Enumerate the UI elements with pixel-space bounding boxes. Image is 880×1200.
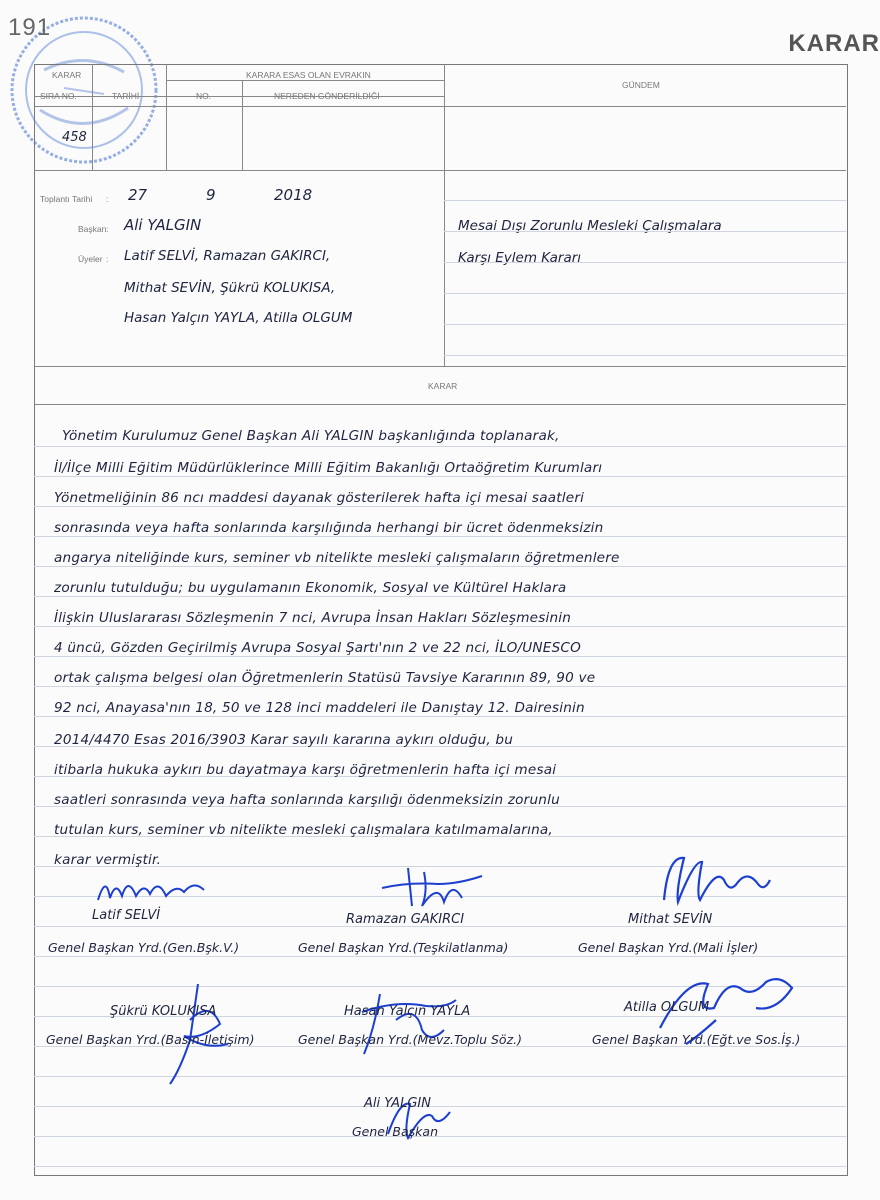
ruled-line [34,1166,846,1167]
uyeler-label: Üyeler [78,254,103,264]
meeting-month: 9 [206,186,216,204]
karar-line: itibarla hukuka aykırı bu dayatmaya karşı öğretmenlerin hafta içi mesai [54,762,557,778]
karar-line: İlişkin Uluslararası Sözleşmenin 7 nci, Avrupa İnsan Hakları Sözleşmesinin [54,610,572,626]
column-divider [166,64,167,170]
sira-no-label: SIRA NO. [40,91,77,101]
karar-line: 2014/4470 Esas 2016/3903 Karar sayılı kararına aykırı olduğu, bu [54,732,514,748]
ruled-line [444,200,846,201]
meeting-year: 2018 [274,186,313,204]
ruled-line [444,324,846,325]
ruled-line [34,686,846,687]
header-divider [34,96,444,97]
karar-line: tutulan kurs, seminer vb nitelikte mesleki çalışmalara katılmamalarına, [54,822,553,838]
signature-title: Genel Başkan [352,1124,439,1139]
karar-label: KARAR [52,70,82,80]
signature-title: Genel Başkan Yrd.(Eğt.ve Sos.İş.) [592,1032,801,1047]
page-number: 191 [8,14,52,41]
entry-top-line [34,170,846,171]
signature-ramazan-icon [378,862,488,912]
signature-name: Ramazan GAKIRCI [346,912,465,927]
no-label: NO. [196,91,212,101]
ruled-line [34,656,846,657]
baskan-label: Başkan [78,224,107,234]
gundem-line-1: Mesai Dışı Zorunlu Mesleki Çalışmalara [458,218,722,234]
signature-name: Ali YALGIN [364,1096,431,1111]
signature-latif-icon [92,870,212,910]
karar-section-label: KARAR [428,381,458,391]
karar-header-line [34,404,846,405]
ruled-line [34,716,846,717]
column-divider [92,64,93,170]
signature-name: Hasan Yalçın YAYLA [344,1004,471,1019]
karar-line: Yönetim Kurulumuz Genel Başkan Ali YALGIN başkanlığında toplanarak, [62,428,560,444]
ruled-line [34,596,846,597]
signature-title: Genel Başkan Yrd.(Teşkilatlanma) [298,940,509,955]
signature-title: Genel Başkan Yrd.(Mali İşler) [578,940,759,955]
karar-line: 4 üncü, Gözden Geçirilmiş Avrupa Sosyal Şartı'nın 2 ve 22 nci, İLO/UNESCO [54,640,582,656]
evrak-label: KARARA ESAS OLAN EVRAKIN [246,70,371,80]
tarihi-label: TARİHİ [112,91,140,101]
ruled-line [34,956,846,957]
ruled-line [444,231,846,232]
colon-separator: : [106,254,109,264]
signature-name: Latif SELVİ [92,908,161,923]
signature-title: Genel Başkan Yrd.(Mevz.Toplu Söz.) [298,1032,522,1047]
meeting-day: 27 [128,186,148,204]
baskan-value: Ali YALGIN [124,216,202,234]
ruled-line [34,566,846,567]
header-subdivider [166,80,444,81]
ruled-line [444,355,846,356]
ruled-line [34,626,846,627]
ruled-line [34,536,846,537]
gundem-line-2: Karşı Eylem Kararı [458,250,582,266]
signature-mithat-icon [654,850,774,910]
karar-line: zorunlu tutulduğu; bu uygulamanın Ekonomik, Sosyal ve Kültürel Haklara [54,580,567,596]
column-divider [242,80,243,170]
ruled-line [444,293,846,294]
karar-line: 92 nci, Anayasa'nın 18, 50 ve 128 inci maddeleri ile Danıştay 12. Dairesinin [54,700,585,716]
document-title: KARAR [788,30,880,57]
signature-title: Genel Başkan Yrd.(Basın-İletişim) [46,1032,255,1047]
header-bottom-line [34,106,846,107]
ruled-line [34,506,846,507]
signature-name: Şükrü KOLUKISA [110,1004,217,1019]
column-divider [444,64,445,366]
karar-line: Yönetmeliğinin 86 ncı maddesi dayanak gösterilerek hafta içi mesai saatleri [54,490,585,506]
karar-line: angarya niteliğinde kurs, seminer vb nitelikte mesleki çalışmaların öğretmenlere [54,550,620,566]
colon-separator: : [106,224,109,234]
karar-line: sonrasında veya hafta sonlarında karşılığında herhangi bir ücret ödenmeksizin [54,520,604,536]
sira-no-value: 458 [62,130,87,145]
signature-title: Genel Başkan Yrd.(Gen.Bşk.V.) [48,940,240,955]
ruled-line [34,476,846,477]
ruled-line [444,262,846,263]
signature-hasan-icon [356,990,466,1060]
karar-line: saatleri sonrasında veya hafta sonlarında karşılığı ödenmeksizin zorunlu [54,792,560,808]
colon-separator: : [106,194,109,204]
signature-name: Atilla OLGUM [624,1000,710,1015]
meeting-date-label: Toplantı Tarihi [40,194,93,204]
gundem-label: GÜNDEM [622,80,660,90]
karar-line: İl/İlçe Milli Eğitim Müdürlüklerince Milli Eğitim Bakanlığı Ortaöğretim Kurumları [54,460,603,476]
karar-line: karar vermiştir. [54,852,162,868]
uyeler-line-3: Hasan Yalçın YAYLA, Atilla OLGUM [124,310,353,326]
uyeler-line-1: Latif SELVİ, Ramazan GAKIRCI, [124,248,331,264]
uyeler-line-2: Mithat SEVİN, Şükrü KOLUKISA, [124,280,336,296]
signature-name: Mithat SEVİN [628,912,713,927]
entry-bottom-line [34,366,846,367]
nereden-label: NEREDEN GÖNDERİLDİĞİ [274,91,380,101]
ruled-line [34,446,846,447]
karar-line: ortak çalışma belgesi olan Öğretmenlerin Statüsü Tavsiye Kararının 89, 90 ve [54,670,596,686]
